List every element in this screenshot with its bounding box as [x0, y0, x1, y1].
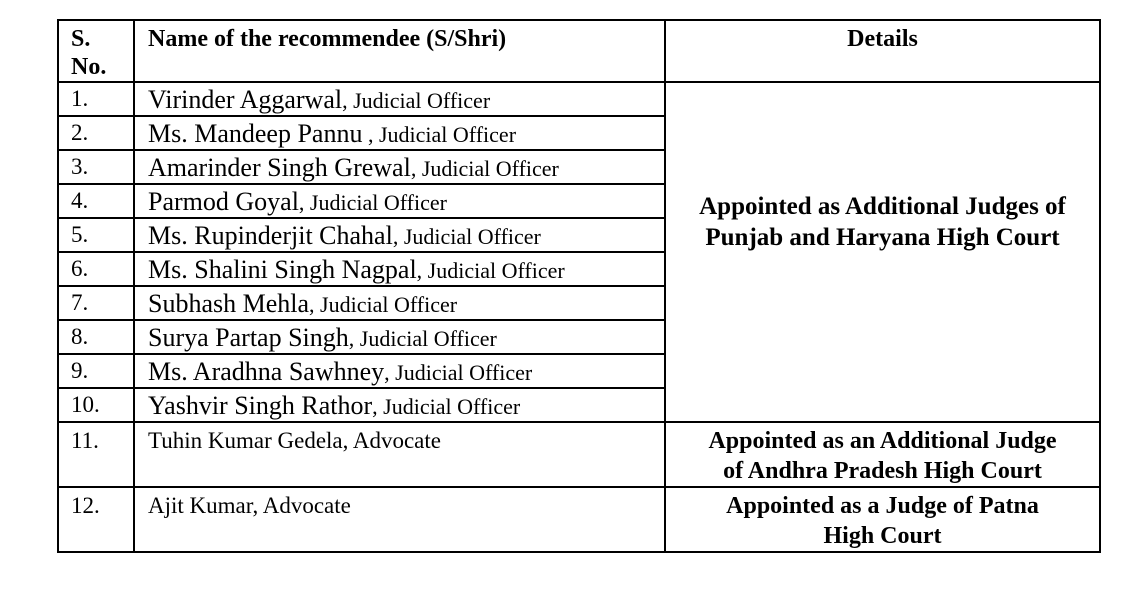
recommendee-role: , Judicial Officer [384, 360, 533, 385]
header-details: Details [665, 20, 1100, 82]
recommendee-name: Ms. Shalini Singh Nagpal [148, 255, 417, 284]
row-sno: 4. [58, 184, 134, 218]
recommendee-role: , Judicial Officer [348, 326, 497, 351]
recommendee-name: Ms. Mandeep Pannu [148, 119, 363, 148]
detail-line1: Appointed as a Judge of Patna [726, 493, 1039, 519]
recommendee-name: Virinder Aggarwal [148, 85, 343, 114]
table-row [58, 82, 1100, 116]
row-name-cell [134, 252, 665, 286]
recommendee-role: , Judicial Officer [298, 190, 447, 215]
group-detail-line2: Punjab and Haryana High Court [705, 224, 1060, 251]
recommendee-role: , Judicial Officer [342, 88, 491, 113]
row-sno: 11. [58, 422, 134, 487]
group-details-cell [665, 82, 1100, 422]
row-sno: 5. [58, 218, 134, 252]
header-sno-line1: S. [71, 26, 91, 52]
row-sno: 10. [58, 388, 134, 422]
recommendee-name: Ms. Aradhna Sawhney [148, 357, 385, 386]
row-details-cell [665, 422, 1100, 487]
row-name-cell [134, 82, 665, 116]
row-name-cell [134, 354, 665, 388]
table-header-row [58, 20, 1100, 82]
row-name-cell [134, 150, 665, 184]
recommendee-name: Yashvir Singh Rathor [148, 391, 373, 420]
row-sno: 3. [58, 150, 134, 184]
row-details-cell [665, 487, 1100, 552]
row-sno: 8. [58, 320, 134, 354]
row-name-cell [134, 286, 665, 320]
detail-line1: Appointed as an Additional Judge [708, 428, 1057, 454]
row-sno: 2. [58, 116, 134, 150]
row-name-cell [134, 116, 665, 150]
recommendee-name: Tuhin Kumar Gedela, Advocate [134, 422, 665, 487]
row-sno: 6. [58, 252, 134, 286]
recommendee-role: , Judicial Officer [362, 122, 517, 147]
row-name-cell [134, 320, 665, 354]
row-sno: 7. [58, 286, 134, 320]
row-sno: 9. [58, 354, 134, 388]
recommendee-role: , Judicial Officer [309, 292, 458, 317]
row-sno: 1. [58, 82, 134, 116]
table-row [58, 422, 1100, 487]
header-sno [58, 20, 134, 82]
recommendee-name: Surya Partap Singh [148, 323, 349, 352]
row-name-cell [134, 184, 665, 218]
recommendee-role: , Judicial Officer [416, 258, 565, 283]
row-sno: 12. [58, 487, 134, 552]
recommendee-name: Ajit Kumar, Advocate [134, 487, 665, 552]
recommendee-name: Ms. Rupinderjit Chahal [148, 221, 393, 250]
group-detail-line1: Appointed as Additional Judges of [699, 193, 1066, 220]
recommendee-role: , Judicial Officer [372, 394, 521, 419]
row-name-cell [134, 388, 665, 422]
recommendee-role: , Judicial Officer [410, 156, 559, 181]
recommendee-role: , Judicial Officer [392, 224, 541, 249]
header-sno-line2: No. [71, 54, 107, 80]
recommendee-table [57, 19, 1101, 553]
recommendee-name: Amarinder Singh Grewal [148, 153, 411, 182]
recommendee-name: Subhash Mehla [148, 289, 310, 318]
table-row [58, 487, 1100, 552]
detail-line2: High Court [823, 523, 942, 549]
detail-line2: of Andhra Pradesh High Court [723, 458, 1042, 484]
recommendee-name: Parmod Goyal [148, 187, 299, 216]
header-name: Name of the recommendee (S/Shri) [134, 20, 665, 82]
row-name-cell [134, 218, 665, 252]
